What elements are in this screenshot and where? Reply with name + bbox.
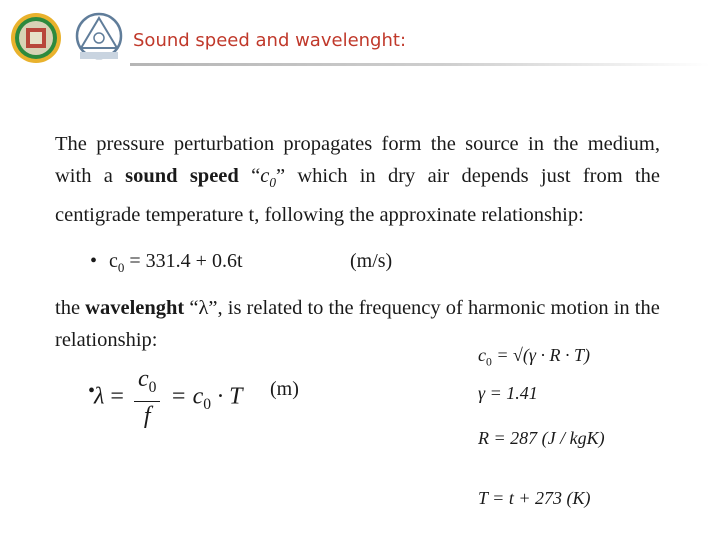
sound-speed-term: sound speed <box>125 165 239 187</box>
wavelength-unit: (m) <box>270 378 299 400</box>
title-underline <box>130 63 710 66</box>
acoustics-lab-logo <box>70 12 128 64</box>
wavelength-paragraph: the wavelenght “λ”, is related to the frequency of harmonic motion in the relationship: <box>55 297 660 351</box>
speed-of-sound-equation: $c_0 = √(\gamma \cdot R \cdot T)$ <box>478 345 590 369</box>
slide-title: Sound speed and wavelenght: <box>133 30 407 51</box>
fraction: $\frac{c_0}{f}$ <box>134 366 160 430</box>
sound-speed-unit: (m/s) <box>350 250 393 272</box>
bullet-dot: • <box>88 380 96 402</box>
temperature-equation: T = t + 273 (K) <box>478 488 591 508</box>
gamma-equation: γ = 1.41 <box>478 383 538 403</box>
wavelength-formula: λ = $\frac{c_0}{f}$ = $c_0 \cdot T$ <box>94 366 243 429</box>
gas-constant-equation: R = 287 (J / kgK) <box>478 428 605 448</box>
wavelength-term: wavelenght <box>85 297 185 319</box>
slide-header <box>0 0 720 70</box>
sound-speed-formula: • $c_0 = 331.4 + 0.6t$ <box>90 250 243 275</box>
intro-paragraph: The pressure perturbation propagates form the source in the medium, with a sound speed “$c_0$” which in dry air depends just from the centigrade temperature t, following the approxinate relationship: <box>55 133 660 227</box>
university-seal-logo <box>10 12 62 64</box>
